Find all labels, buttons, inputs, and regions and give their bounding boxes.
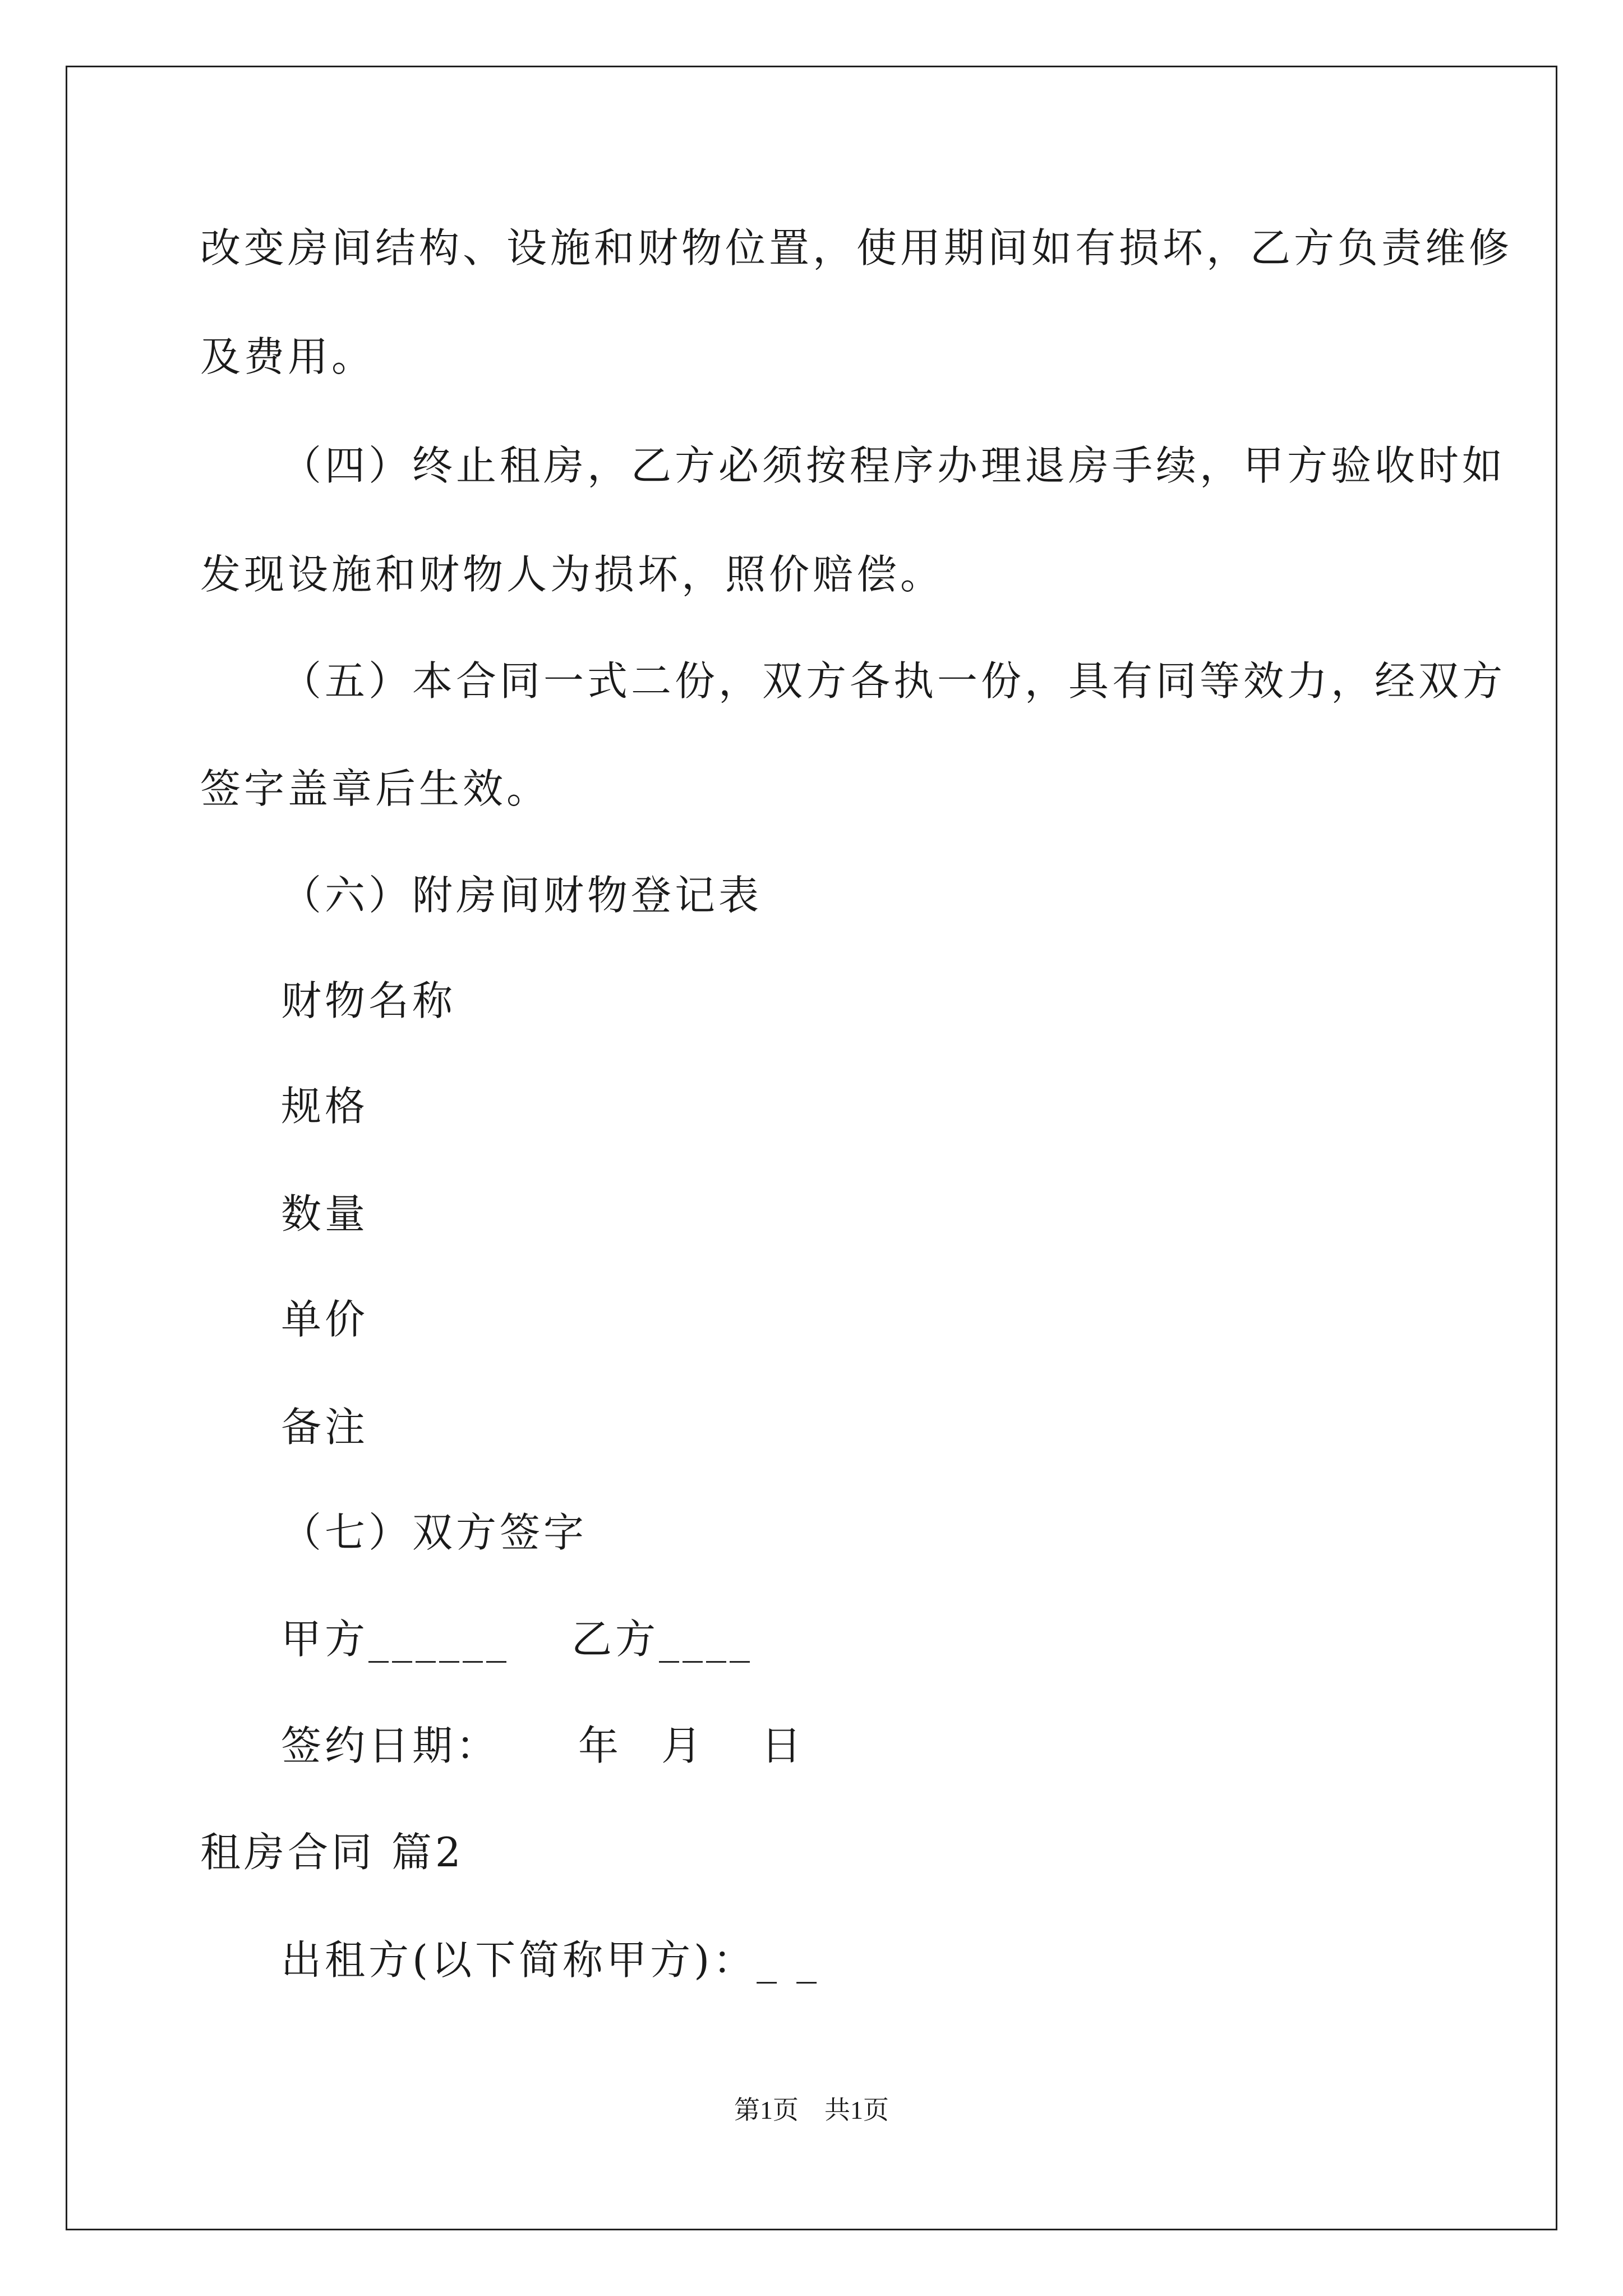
section-title: 租房合同 篇2 xyxy=(200,1829,464,1876)
paragraph-line: 及费用。 xyxy=(200,333,376,380)
signing-date-label: 签约日期： xyxy=(281,1722,500,1769)
party-b-signature: 乙方____ xyxy=(571,1616,754,1663)
date-year: 年 xyxy=(578,1722,623,1769)
paragraph-line: （四）终止租房，乙方必须按程序办理退房手续，甲方验收时如 xyxy=(281,442,1506,489)
table-field-label: 数量 xyxy=(281,1190,369,1237)
page-footer: 第1页 共1页 xyxy=(734,2096,889,2124)
signing-date-row xyxy=(281,1719,805,1773)
paragraph-line: 发现设施和财物人为损坏，照价赔偿。 xyxy=(200,551,944,598)
paragraph-line: （五）本合同一式二份，双方各执一份，具有同等效力，经双方 xyxy=(281,657,1506,705)
date-day: 日 xyxy=(761,1722,805,1769)
table-field-label: 备注 xyxy=(281,1404,369,1451)
paragraph-line: 改变房间结构、设施和财物位置，使用期间如有损坏，乙方负责维修 xyxy=(200,224,1513,272)
table-field-label: 规格 xyxy=(281,1083,369,1130)
date-month: 月 xyxy=(661,1722,706,1769)
page-border xyxy=(66,66,1557,2230)
signature-row xyxy=(281,1612,753,1666)
table-field-label: 单价 xyxy=(281,1296,369,1343)
paragraph-line: （六）附房间财物登记表 xyxy=(281,872,763,919)
lessor-line: 出租方(以下简称甲方)：_ _ xyxy=(281,1936,820,1984)
paragraph-line: 签字盖章后生效。 xyxy=(200,765,551,812)
table-field-label: 财物名称 xyxy=(281,977,457,1024)
party-a-signature: 甲方______ xyxy=(281,1616,510,1663)
paragraph-line: （七）双方签字 xyxy=(281,1509,588,1556)
